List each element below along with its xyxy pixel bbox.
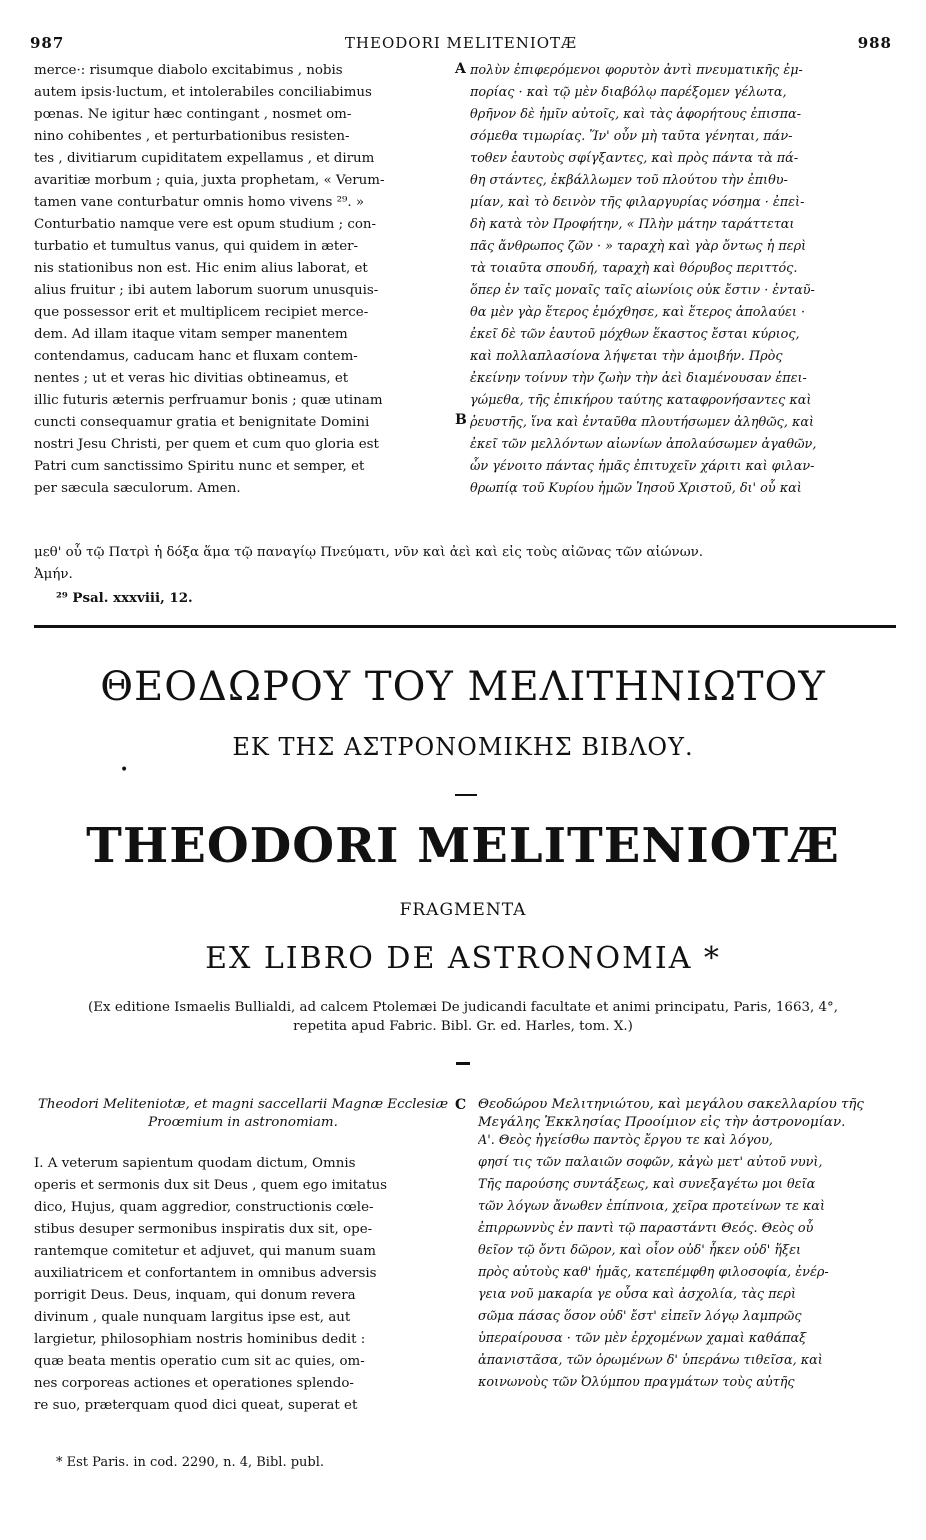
greek-text-line: τοθεν ἑαυτοὺς σφίγξαντες, καὶ πρὸς πάντα τὰ πά- bbox=[470, 151, 799, 166]
bullet-mark: • bbox=[120, 762, 129, 778]
latin-text-line: tamen vane conturbatur omnis homo vivens ²⁹. » bbox=[34, 195, 365, 210]
greek-text-line: Α'. Θεὸς ἡγείσθω παντὸς ἔργου τε καὶ λόγου, bbox=[478, 1133, 773, 1148]
greek-text-line: θα μὲν γὰρ ἕτερος ἐμόχθησε, καὶ ἕτερος ἀπολαύει · bbox=[470, 305, 806, 320]
latin-text-line: merce·: risumque diabolo excitabimus , nobis bbox=[34, 63, 343, 78]
latin-text-line: quæ beata mentis operatio cum sit ac quies, om- bbox=[34, 1354, 365, 1369]
latin-text-line: per sæcula sæculorum. Amen. bbox=[34, 481, 241, 496]
greek-text-line: ἐκεῖ τῶν μελλόντων αἰωνίων ἀπολαύσωμεν ἀγαθῶν, bbox=[470, 437, 817, 452]
section-rule bbox=[34, 625, 896, 628]
fragmenta-heading: FRAGMENTA bbox=[399, 900, 527, 920]
edition-note bbox=[60, 998, 866, 1036]
latin-text-line: turbatio et tumultus vanus, qui quidem in æter- bbox=[34, 239, 359, 254]
greek-title: ΘΕΟΔΩΡΟΥ ΤΟΥ ΜΕΛΙΤΗΝΙΩΤΟΥ bbox=[100, 664, 826, 710]
greek-text-line: ἐκείνην τοίνυν τὴν ζωὴν τὴν ἀεὶ διαμένουσαν ἐπει- bbox=[470, 371, 807, 386]
greek-column-top bbox=[470, 60, 896, 500]
greek-section-heading: Θεοδώρου Μελιτηνιώτου, καὶ μεγάλου σακελλαρίου τῆς Μεγάλης Ἐκκλησίας Προοίμιον εἰς τὴν ἀστρονομίαν. bbox=[478, 1097, 864, 1130]
greek-text-line: κοινωνοὺς τῶν Ὀλύμπου πραγμάτων τοὺς αὐτῆς bbox=[478, 1375, 795, 1390]
latin-text-line: re suo, præterquam quod dici queat, superat et bbox=[34, 1398, 358, 1413]
greek-column-bottom bbox=[478, 1130, 896, 1394]
latin-text-line: nis stationibus non est. Hic enim alius laborat, et bbox=[34, 261, 368, 276]
latin-text-line: dico, Hujus, quam aggredior, constructionis cœle- bbox=[34, 1200, 374, 1215]
greek-text-line: ὅπερ ἐν ταῖς μοναῖς ταῖς αἰωνίοις οὐκ ἔστιν · ἐνταῦ- bbox=[470, 283, 815, 298]
running-header bbox=[30, 34, 892, 56]
greek-text-line: τὰ τοιαῦτα σπουδή, ταραχὴ καὶ θόρυβος περιττός. bbox=[470, 261, 798, 276]
greek-text-line: γώμεθα, τῆς ἐπικήρου ταύτης καταφρονήσαντες καὶ bbox=[470, 393, 812, 408]
margin-marker-a: A bbox=[455, 61, 466, 77]
greek-text-line: σόμεθα τιμωρίας. Ἵν' οὖν μὴ ταῦτα γένηται, πάν- bbox=[470, 129, 793, 144]
latin-title: THEODORI MELITENIOTÆ bbox=[86, 818, 840, 874]
latin-text-line: nino cohibentes , et perturbationibus resisten- bbox=[34, 129, 350, 144]
margin-marker-c: C bbox=[455, 1097, 467, 1113]
page-number-left: 987 bbox=[30, 34, 65, 52]
greek-text-line: πρὸς αὐτοὺς καθ' ἡμᾶς, κατεπέμφθη φιλοσοφία, ἐνέρ- bbox=[478, 1265, 829, 1280]
greek-amen: Ἀμήν. bbox=[34, 567, 73, 582]
latin-text-line: divinum , quale nunquam largitus ipse est, aut bbox=[34, 1310, 351, 1325]
greek-text-line: σῶμα πάσας ὅσον οὐδ' ἔστ' εἰπεῖν λόγῳ λαμπρῶς bbox=[478, 1309, 802, 1324]
greek-text-line: ἐπιρρωννὺς ἐν παντὶ τῷ παραστάντι Θεός. Θεὸς οὗ bbox=[478, 1221, 814, 1236]
latin-text-line: stibus desuper sermonibus inspiratis dux sit, ope- bbox=[34, 1222, 373, 1237]
greek-text-line: πολὺν ἐπιφερόμενοι φορυτὸν ἀντὶ πνευματικῆς ἐμ- bbox=[470, 63, 803, 78]
greek-text-line: καὶ πολλαπλασίονα λήψεται τὴν ἀμοιβήν. Πρὸς bbox=[470, 349, 783, 364]
greek-text-line: ῥευστῆς, ἵνα καὶ ἐνταῦθα πλουτήσωμεν ἀληθῶς, καὶ bbox=[470, 415, 815, 430]
latin-column-top bbox=[34, 60, 452, 500]
latin-text-line: tes , divitiarum cupiditatem expellamus , et dirum bbox=[34, 151, 375, 166]
greek-text-line: πᾶς ἄνθρωπος ζῶν · » ταραχὴ καὶ γὰρ ὄντως ἡ περὶ bbox=[470, 239, 807, 254]
latin-text-line: rantemque comitetur et adjuvet, qui manum suam bbox=[34, 1244, 376, 1259]
greek-full-line bbox=[34, 542, 896, 586]
footnote-top: ²⁹ Psal. xxxviii, 12. bbox=[56, 590, 193, 606]
greek-doxology-line: μεθ' οὗ τῷ Πατρὶ ἡ δόξα ἅμα τῷ παναγίῳ Πνεύματι, νῦν καὶ ἀεὶ καὶ εἰς τοὺς αἰῶνας τῶν αἰώνων. bbox=[34, 545, 704, 560]
latin-text-line: nentes ; ut et veras hic divitias obtineamus, et bbox=[34, 371, 349, 386]
latin-text-line: Conturbatio namque vere est opum studium ; con- bbox=[34, 217, 377, 232]
ex-libro-heading: EX LIBRO DE ASTRONOMIA * bbox=[205, 941, 721, 976]
latin-text-line: Patri cum sanctissimo Spiritu nunc et semper, et bbox=[34, 459, 365, 474]
latin-text-line: alius fruitur ; ibi autem laborum suorum unusquis- bbox=[34, 283, 379, 298]
greek-text-line: δὴ κατὰ τὸν Προφήτην, « Πλὴν μάτην ταράττεται bbox=[470, 217, 795, 232]
latin-text-line: que possessor erit et multiplicem recipiet merce- bbox=[34, 305, 369, 320]
latin-text-line: largietur, philosophiam nostris hominibus dedit : bbox=[34, 1332, 366, 1347]
latin-column-bottom bbox=[34, 1153, 452, 1417]
greek-text-line: πορίας · καὶ τῷ μὲν διαβόλῳ παρέξομεν γέλωτα, bbox=[470, 85, 787, 100]
footnote-bottom: * Est Paris. in cod. 2290, n. 4, Bibl. publ. bbox=[56, 1455, 325, 1470]
greek-text-line: φησί τις τῶν παλαιῶν σοφῶν, κἀγὼ μετ' αὐτοῦ νυνὶ, bbox=[478, 1155, 823, 1170]
edition-note-line-2: repetita apud Fabric. Bibl. Gr. ed. Harles, tom. X.) bbox=[293, 1019, 633, 1034]
latin-text-line: dem. Ad illam itaque vitam semper manentem bbox=[34, 327, 348, 342]
greek-text-line: θη στάντες, ἐκβάλλωμεν τοῦ πλούτου τὴν ἐπιθυ- bbox=[470, 173, 788, 188]
greek-text-line: θρωπίᾳ τοῦ Κυρίου ἡμῶν Ἰησοῦ Χριστοῦ, δι' οὗ καὶ bbox=[470, 481, 802, 496]
latin-text-line: autem ipsis·luctum, et intolerabiles conciliabimus bbox=[34, 85, 372, 100]
greek-text-line: θεῖον τῷ ὄντι δῶρον, καὶ οἷον οὐδ' ἧκεν οὐδ' ἥξει bbox=[478, 1243, 801, 1258]
greek-subtitle: ΕΚ ΤΗΣ ΑΣΤΡΟΝΟΜΙΚΗΣ ΒΙΒΛΟΥ. bbox=[232, 733, 694, 761]
latin-text-line: nostri Jesu Christi, per quem et cum quo gloria est bbox=[34, 437, 379, 452]
latin-text-line: auxiliatricem et confortantem in omnibus adversis bbox=[34, 1266, 377, 1281]
greek-text-line: θρῆνον δὲ ἡμῖν αὐτοῖς, καὶ τὰς ἀφορήτους ἐπισπα- bbox=[470, 107, 802, 122]
greek-text-line: ἀπανιστᾶσα, τῶν ὁρωμένων δ' ὑπεράνω τιθεῖσα, καὶ bbox=[478, 1353, 823, 1368]
page-number-right: 988 bbox=[857, 34, 892, 52]
latin-text-line: pœnas. Ne igitur hæc contingant , nosmet om- bbox=[34, 107, 352, 122]
edition-dash bbox=[456, 1062, 470, 1065]
latin-text-line: cuncti consequamur gratia et benignitate Domini bbox=[34, 415, 370, 430]
greek-text-line: ὑπεραίρουσα · τῶν μὲν ἐρχομένων χαμαὶ καθάπαξ bbox=[478, 1331, 807, 1346]
greek-text-line: γεια νοῦ μακαρία γε οὖσα καὶ ἀσχολία, τὰς περὶ bbox=[478, 1287, 796, 1302]
edition-note-line-1: (Ex editione Ismaelis Bullialdi, ad calcem Ptolemæi De judicandi facultate et animi principatu, Paris, 1663, 4°, bbox=[88, 1000, 838, 1015]
greek-text-line: μίαν, καὶ τὸ δεινὸν τῆς φιλαργυρίας νόσημα · ἐπεὶ- bbox=[470, 195, 805, 210]
greek-text-line: ἐκεῖ δὲ τῶν ἑαυτοῦ μόχθων ἕκαστος ἔσται κύριος, bbox=[470, 327, 800, 342]
latin-section-heading: Theodori Meliteniotæ, et magni saccellarii Magnæ Ecclesiæ Proœmium in astronomiam. bbox=[37, 1097, 449, 1130]
latin-text-line: avaritiæ morbum ; quia, juxta prophetam, « Verum- bbox=[34, 173, 385, 188]
margin-marker-b: B bbox=[455, 412, 467, 428]
latin-text-line: illic futuris æternis perfruamur bonis ; quæ utinam bbox=[34, 393, 383, 408]
title-dash bbox=[455, 794, 477, 796]
latin-text-line: operis et sermonis dux sit Deus , quem ego imitatus bbox=[34, 1178, 388, 1193]
running-title: THEODORI MELITENIOTÆ bbox=[344, 34, 578, 52]
greek-text-line: ὧν γένοιτο πάντας ἡμᾶς ἐπιτυχεῖν χάριτι καὶ φιλαν- bbox=[470, 459, 815, 474]
greek-text-line: τῶν λόγων ἄνωθεν ἐπίπνοια, χεῖρα προτείνων τε καὶ bbox=[478, 1199, 825, 1214]
latin-text-line: I. A veterum sapientum quodam dictum, Omnis bbox=[34, 1156, 356, 1171]
latin-text-line: nes corporeas actiones et operationes splendo- bbox=[34, 1376, 354, 1391]
latin-text-line: contendamus, caducam hanc et fluxam contem- bbox=[34, 349, 358, 364]
greek-text-line: Τῆς παρούσης συντάξεως, καὶ συνεξαγέτω μοι θεῖα bbox=[478, 1177, 816, 1192]
latin-text-line: porrigit Deus. Deus, inquam, qui donum revera bbox=[34, 1288, 356, 1303]
